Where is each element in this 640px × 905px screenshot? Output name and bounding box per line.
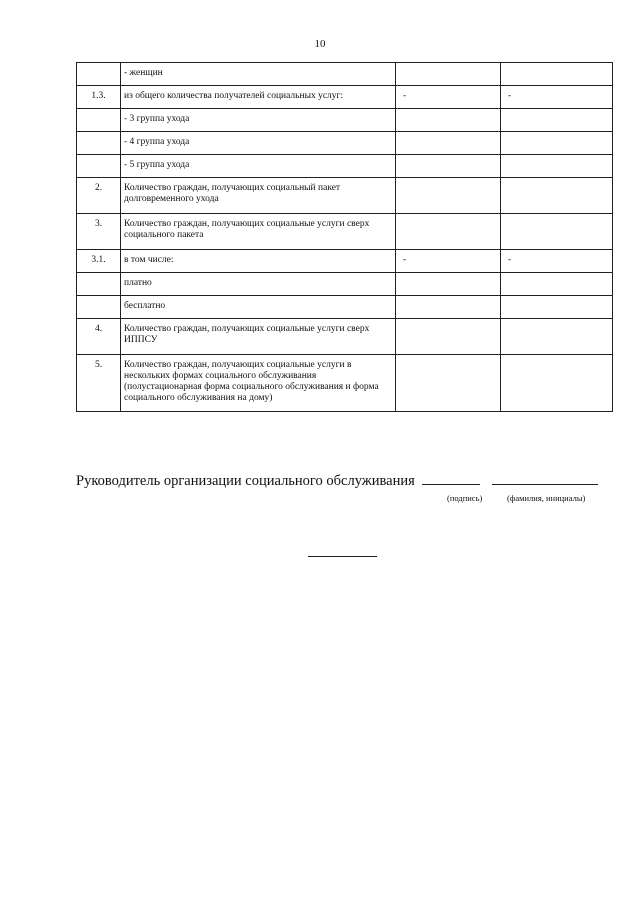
value-cell-1 (396, 355, 501, 412)
value-cell-2 (501, 178, 613, 214)
value-cell-2 (501, 319, 613, 355)
row-number-cell: 3. (77, 214, 121, 250)
value-cell-1 (396, 63, 501, 86)
signature-caption: (подпись) (447, 493, 483, 503)
value-cell-2 (501, 296, 613, 319)
row-label-cell: Количество граждан, получающих социальный пакет долговременного ухода (121, 178, 396, 214)
row-number-cell: 1.3. (77, 86, 121, 109)
value-cell-2 (501, 214, 613, 250)
table-row (77, 250, 613, 273)
row-number-cell (77, 273, 121, 296)
row-number-cell (77, 296, 121, 319)
row-number-cell: 3.1. (77, 250, 121, 273)
row-number-cell: 4. (77, 319, 121, 355)
row-label-cell: - 3 группа ухода (121, 109, 396, 132)
value-cell-2 (501, 109, 613, 132)
value-cell-1 (396, 132, 501, 155)
row-number-cell (77, 109, 121, 132)
value-cell-2 (501, 273, 613, 296)
value-cell-1 (396, 296, 501, 319)
value-cell-1 (396, 155, 501, 178)
row-number-cell (77, 155, 121, 178)
name-caption: (фамилия, инициалы) (507, 493, 586, 503)
row-label-cell: - 4 группа ухода (121, 132, 396, 155)
row-label-cell: платно (121, 273, 396, 296)
value-cell-1: - (396, 86, 501, 109)
end-divider (308, 556, 377, 557)
row-label-cell: Количество граждан, получающих социальные услуги сверх социального пакета (121, 214, 396, 250)
row-label-cell: - 5 группа ухода (121, 155, 396, 178)
signature-line (422, 483, 480, 485)
row-number-cell: 2. (77, 178, 121, 214)
value-cell-1 (396, 214, 501, 250)
table-row (77, 296, 613, 319)
value-cell-1: - (396, 250, 501, 273)
row-number-cell (77, 63, 121, 86)
table-row (77, 178, 613, 214)
value-cell-1 (396, 109, 501, 132)
table-row (77, 132, 613, 155)
value-cell-2: - (501, 86, 613, 109)
page-number: 10 (314, 38, 326, 50)
table-row (77, 155, 613, 178)
row-number-cell (77, 132, 121, 155)
row-label-cell: бесплатно (121, 296, 396, 319)
name-line (492, 483, 598, 485)
value-cell-1 (396, 273, 501, 296)
value-cell-1 (396, 178, 501, 214)
row-label-cell: - женщин (121, 63, 396, 86)
report-table (76, 62, 613, 412)
signature-block (76, 473, 598, 490)
table-row (77, 109, 613, 132)
table-row (77, 355, 613, 412)
report-table-body (77, 63, 613, 412)
value-cell-2 (501, 132, 613, 155)
value-cell-2 (501, 355, 613, 412)
row-label-cell: в том числе: (121, 250, 396, 273)
row-label-cell: Количество граждан, получающих социальные услуги сверх ИППСУ (121, 319, 396, 355)
value-cell-1 (396, 319, 501, 355)
table-row (77, 319, 613, 355)
signature-title: Руководитель организации социального обслуживания (76, 473, 415, 489)
value-cell-2: - (501, 250, 613, 273)
row-number-cell: 5. (77, 355, 121, 412)
value-cell-2 (501, 155, 613, 178)
row-label-cell: из общего количества получателей социальных услуг: (121, 86, 396, 109)
table-row (77, 214, 613, 250)
table-row (77, 86, 613, 109)
table-row (77, 273, 613, 296)
row-label-cell: Количество граждан, получающих социальные услуги в нескольких формах социального обслуживания (полустационарная форма социального обслуживания и форма социального обслуживания на дому) (121, 355, 396, 412)
value-cell-2 (501, 63, 613, 86)
table-row (77, 63, 613, 86)
